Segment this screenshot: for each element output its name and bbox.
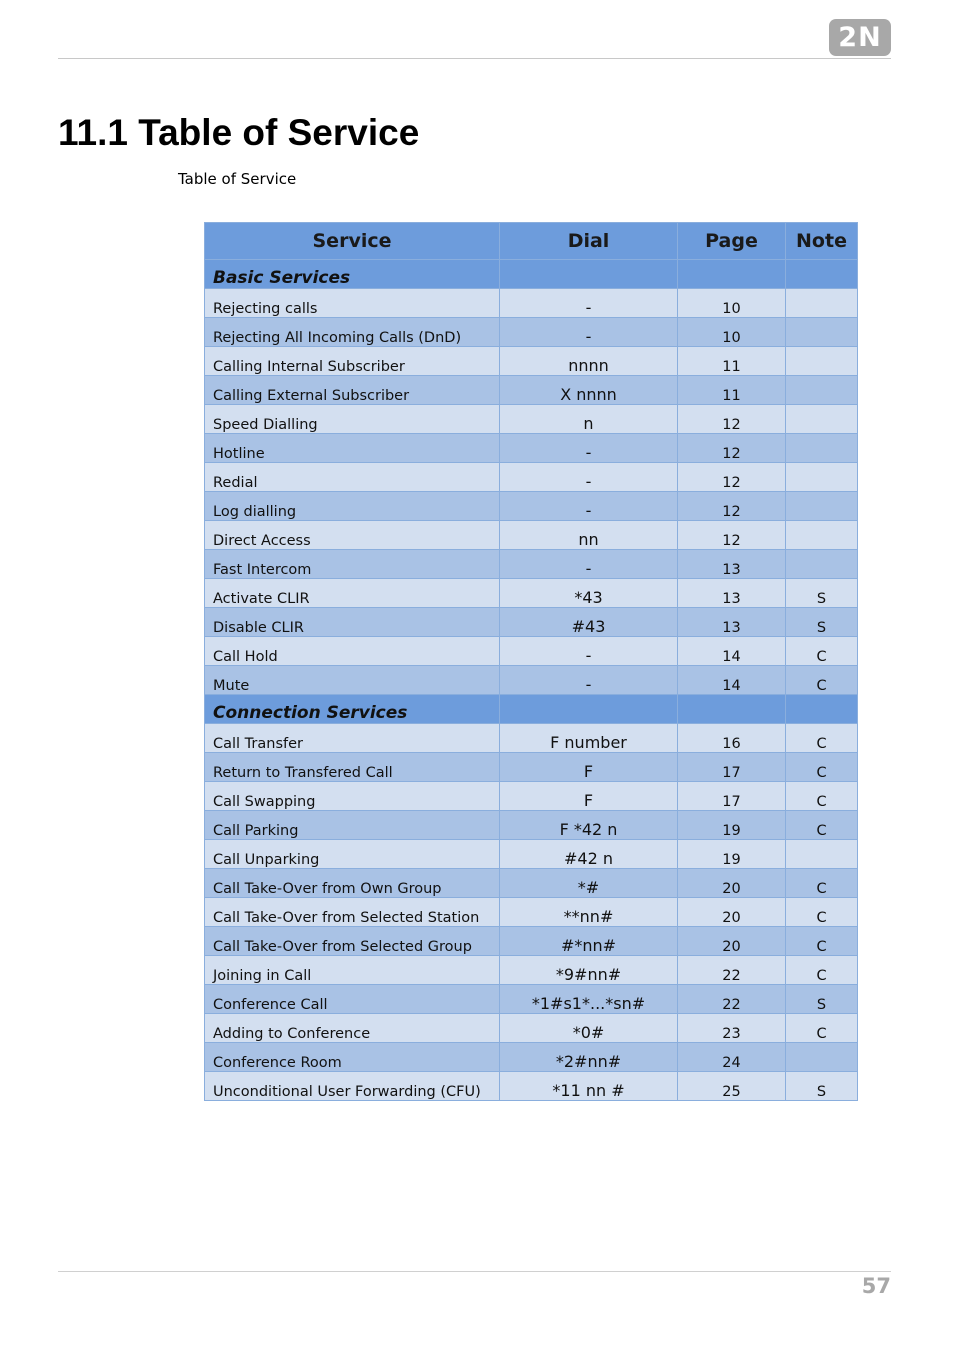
service-cell: Call Swapping xyxy=(205,782,500,811)
note-cell: S xyxy=(786,579,858,608)
service-cell: Redial xyxy=(205,463,500,492)
table-caption: Table of Service xyxy=(178,170,297,188)
service-cell: Unconditional User Forwarding (CFU) xyxy=(205,1072,500,1101)
service-cell: Call Take-Over from Selected Station xyxy=(205,898,500,927)
page-cell: 22 xyxy=(678,956,786,985)
service-cell: Return to Transfered Call xyxy=(205,753,500,782)
note-cell xyxy=(786,289,858,318)
service-cell: Call Transfer xyxy=(205,724,500,753)
section-title: Basic Services xyxy=(205,260,500,289)
note-cell: C xyxy=(786,956,858,985)
dial-cell: *43 xyxy=(500,579,678,608)
table-row xyxy=(205,666,858,695)
page-cell: 19 xyxy=(678,840,786,869)
dial-cell: **nn# xyxy=(500,898,678,927)
column-header-note: Note xyxy=(786,223,858,260)
table-row xyxy=(205,318,858,347)
dial-cell: F xyxy=(500,753,678,782)
page-cell: 14 xyxy=(678,637,786,666)
table-row xyxy=(205,985,858,1014)
section-header-row xyxy=(205,695,858,724)
column-header-dial: Dial xyxy=(500,223,678,260)
table-row xyxy=(205,1043,858,1072)
page-cell: 10 xyxy=(678,289,786,318)
section-header-row xyxy=(205,260,858,289)
header-rule xyxy=(58,58,891,59)
note-cell: C xyxy=(786,927,858,956)
dial-cell: - xyxy=(500,434,678,463)
table-row xyxy=(205,782,858,811)
dial-cell: - xyxy=(500,550,678,579)
note-cell xyxy=(786,463,858,492)
table-row xyxy=(205,492,858,521)
service-cell: Call Take-Over from Own Group xyxy=(205,869,500,898)
service-cell: Hotline xyxy=(205,434,500,463)
table-row xyxy=(205,898,858,927)
dial-cell: n xyxy=(500,405,678,434)
table-row xyxy=(205,347,858,376)
note-cell: C xyxy=(786,637,858,666)
service-table xyxy=(204,222,858,1101)
table-row xyxy=(205,724,858,753)
page-cell: 20 xyxy=(678,927,786,956)
service-cell: Fast Intercom xyxy=(205,550,500,579)
note-cell xyxy=(786,434,858,463)
note-cell: C xyxy=(786,811,858,840)
service-cell: Speed Dialling xyxy=(205,405,500,434)
page-cell: 12 xyxy=(678,463,786,492)
service-cell: Disable CLIR xyxy=(205,608,500,637)
page-cell: 17 xyxy=(678,753,786,782)
note-cell: C xyxy=(786,898,858,927)
table-row xyxy=(205,550,858,579)
note-cell: C xyxy=(786,1014,858,1043)
section-empty-cell xyxy=(678,260,786,289)
page-cell: 14 xyxy=(678,666,786,695)
service-cell: Log dialling xyxy=(205,492,500,521)
service-cell: Direct Access xyxy=(205,521,500,550)
table-row xyxy=(205,840,858,869)
dial-cell: nnnn xyxy=(500,347,678,376)
page-cell: 16 xyxy=(678,724,786,753)
service-cell: Call Take-Over from Selected Group xyxy=(205,927,500,956)
table-row xyxy=(205,811,858,840)
note-cell xyxy=(786,1043,858,1072)
dial-cell: *0# xyxy=(500,1014,678,1043)
dial-cell: F *42 n xyxy=(500,811,678,840)
page-cell: 12 xyxy=(678,434,786,463)
service-cell: Call Unparking xyxy=(205,840,500,869)
service-cell: Rejecting calls xyxy=(205,289,500,318)
dial-cell: *11 nn # xyxy=(500,1072,678,1101)
note-cell xyxy=(786,840,858,869)
brand-logo: 2N xyxy=(829,19,891,56)
dial-cell: *# xyxy=(500,869,678,898)
table-row xyxy=(205,376,858,405)
table-row xyxy=(205,463,858,492)
note-cell: C xyxy=(786,869,858,898)
dial-cell: - xyxy=(500,318,678,347)
page-cell: 20 xyxy=(678,898,786,927)
table-row xyxy=(205,434,858,463)
service-cell: Call Hold xyxy=(205,637,500,666)
service-cell: Rejecting All Incoming Calls (DnD) xyxy=(205,318,500,347)
page-cell: 11 xyxy=(678,347,786,376)
section-title: Connection Services xyxy=(205,695,500,724)
table-body xyxy=(205,260,858,1101)
table-header-row xyxy=(205,223,858,260)
page-cell: 13 xyxy=(678,608,786,637)
note-cell xyxy=(786,318,858,347)
section-empty-cell xyxy=(786,695,858,724)
note-cell xyxy=(786,376,858,405)
column-header-service: Service xyxy=(205,223,500,260)
note-cell: S xyxy=(786,985,858,1014)
dial-cell: #43 xyxy=(500,608,678,637)
note-cell: C xyxy=(786,753,858,782)
dial-cell: - xyxy=(500,666,678,695)
page-cell: 13 xyxy=(678,550,786,579)
note-cell xyxy=(786,550,858,579)
note-cell: C xyxy=(786,666,858,695)
dial-cell: X nnnn xyxy=(500,376,678,405)
service-cell: Conference Room xyxy=(205,1043,500,1072)
table-row xyxy=(205,579,858,608)
service-cell: Activate CLIR xyxy=(205,579,500,608)
dial-cell: - xyxy=(500,492,678,521)
page-title: 11.1 Table of Service xyxy=(58,112,420,153)
table-row xyxy=(205,405,858,434)
page-cell: 10 xyxy=(678,318,786,347)
table-row xyxy=(205,637,858,666)
dial-cell: #*nn# xyxy=(500,927,678,956)
note-cell: C xyxy=(786,782,858,811)
table-row xyxy=(205,521,858,550)
page-cell: 12 xyxy=(678,405,786,434)
section-empty-cell xyxy=(678,695,786,724)
note-cell xyxy=(786,405,858,434)
page-cell: 25 xyxy=(678,1072,786,1101)
page-cell: 20 xyxy=(678,869,786,898)
service-cell: Adding to Conference xyxy=(205,1014,500,1043)
page-cell: 22 xyxy=(678,985,786,1014)
dial-cell: - xyxy=(500,463,678,492)
page-number: 57 xyxy=(861,1274,891,1298)
dial-cell: nn xyxy=(500,521,678,550)
page-cell: 11 xyxy=(678,376,786,405)
note-cell: C xyxy=(786,724,858,753)
dial-cell: *1#s1*...*sn# xyxy=(500,985,678,1014)
page-cell: 24 xyxy=(678,1043,786,1072)
note-cell: S xyxy=(786,1072,858,1101)
service-cell: Calling External Subscriber xyxy=(205,376,500,405)
page-cell: 13 xyxy=(678,579,786,608)
table-row xyxy=(205,608,858,637)
note-cell xyxy=(786,492,858,521)
table-row xyxy=(205,927,858,956)
dial-cell: *2#nn# xyxy=(500,1043,678,1072)
table-row xyxy=(205,956,858,985)
table-row xyxy=(205,1014,858,1043)
section-empty-cell xyxy=(500,260,678,289)
table-row xyxy=(205,289,858,318)
section-empty-cell xyxy=(786,260,858,289)
note-cell xyxy=(786,347,858,376)
page-cell: 12 xyxy=(678,521,786,550)
page-cell: 12 xyxy=(678,492,786,521)
dial-cell: #42 n xyxy=(500,840,678,869)
column-header-page: Page xyxy=(678,223,786,260)
dial-cell: F xyxy=(500,782,678,811)
dial-cell: - xyxy=(500,637,678,666)
page-cell: 19 xyxy=(678,811,786,840)
section-empty-cell xyxy=(500,695,678,724)
footer-rule xyxy=(58,1271,891,1272)
service-cell: Conference Call xyxy=(205,985,500,1014)
note-cell xyxy=(786,521,858,550)
service-cell: Mute xyxy=(205,666,500,695)
dial-cell: - xyxy=(500,289,678,318)
service-cell: Joining in Call xyxy=(205,956,500,985)
table-row xyxy=(205,1072,858,1101)
dial-cell: *9#nn# xyxy=(500,956,678,985)
service-cell: Calling Internal Subscriber xyxy=(205,347,500,376)
note-cell: S xyxy=(786,608,858,637)
table-row xyxy=(205,753,858,782)
page-cell: 23 xyxy=(678,1014,786,1043)
table-row xyxy=(205,869,858,898)
page-cell: 17 xyxy=(678,782,786,811)
service-cell: Call Parking xyxy=(205,811,500,840)
dial-cell: F number xyxy=(500,724,678,753)
